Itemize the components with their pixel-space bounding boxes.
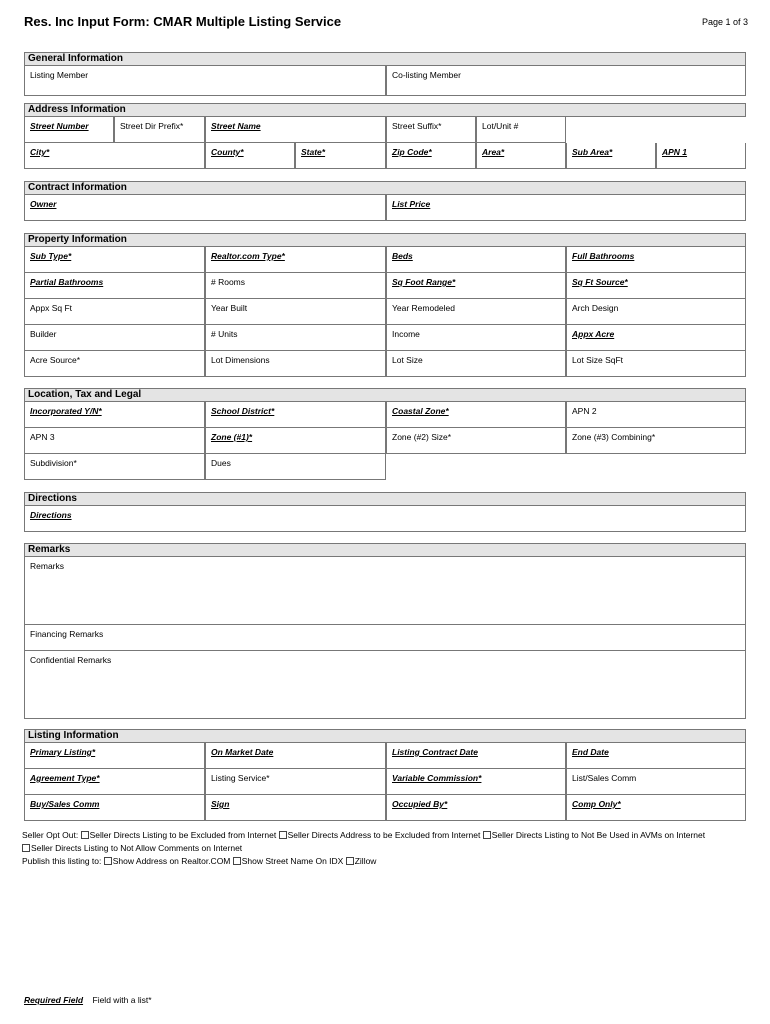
street-number-field[interactable]: Street Number [24,117,114,143]
coastal-zone-field[interactable]: Coastal Zone* [386,402,566,428]
publish-option-3: Zillow [354,856,377,866]
listing-member-field[interactable]: Listing Member [24,66,386,96]
owner-field[interactable]: Owner [24,195,386,221]
builder-field[interactable]: Builder [24,325,205,351]
lot-size-sqft-field[interactable]: Lot Size SqFt [566,351,746,377]
seller-opt-out-line-1 [22,830,705,840]
primary-listing-field[interactable]: Primary Listing* [24,743,205,769]
opt-out-option-1: Seller Directs Listing to be Excluded from Internet [89,830,277,840]
listing-information-section [24,729,746,821]
zip-code-field[interactable]: Zip Code* [386,143,476,169]
agreement-type-field[interactable]: Agreement Type* [24,769,205,795]
city-field[interactable]: City* [24,143,205,169]
street-suffix-field[interactable]: Street Suffix* [386,117,476,143]
form-title: Res. Inc Input Form: CMAR Multiple Listing Service [24,14,342,29]
income-field[interactable]: Income [386,325,566,351]
zone3-field[interactable]: Zone (#3) Combining* [566,428,746,454]
partial-bathrooms-field[interactable]: Partial Bathrooms [24,273,205,299]
end-date-field[interactable]: End Date [566,743,746,769]
seller-opt-out-label: Seller Opt Out: [22,830,79,840]
publish-label: Publish this listing to: [22,856,102,866]
state-field[interactable]: State* [295,143,386,169]
apn2-field[interactable]: APN 2 [566,402,746,428]
beds-field[interactable]: Beds [386,247,566,273]
full-bathrooms-field[interactable]: Full Bathrooms [566,247,746,273]
financing-remarks-field[interactable]: Financing Remarks [24,625,746,651]
lot-size-field[interactable]: Lot Size [386,351,566,377]
page-number: Page 1 of 3 [701,17,748,27]
acre-source-field[interactable]: Acre Source* [24,351,205,377]
comp-only-field[interactable]: Comp Only* [566,795,746,821]
occupied-by-field[interactable]: Occupied By* [386,795,566,821]
on-market-date-field[interactable]: On Market Date [205,743,386,769]
co-listing-member-field[interactable]: Co-listing Member [386,66,746,96]
lot-unit-field[interactable]: Lot/Unit # [476,117,566,143]
sub-type-field[interactable]: Sub Type* [24,247,205,273]
checkbox-icon[interactable] [22,844,30,852]
remarks-section [24,543,746,719]
contract-information-section [24,181,746,221]
subdivision-field[interactable]: Subdivision* [24,454,205,480]
directions-section [24,492,746,532]
zone1-field[interactable]: Zone (#1)* [205,428,386,454]
location-tax-legal-section [24,388,746,480]
checkbox-icon[interactable] [483,831,491,839]
legend [24,995,152,1005]
checkbox-icon[interactable] [233,857,241,865]
list-price-field[interactable]: List Price [386,195,746,221]
legend-list: Field with a list* [92,995,152,1005]
confidential-remarks-field[interactable]: Confidential Remarks [24,651,746,719]
publish-option-1: Show Address on Realtor.COM [112,856,231,866]
section-title: Remarks [24,543,746,557]
property-information-section [24,233,746,377]
opt-out-option-2: Seller Directs Address to be Excluded from Internet [287,830,481,840]
opt-out-option-4: Seller Directs Listing to Not Allow Comments on Internet [31,843,243,853]
realtor-type-field[interactable]: Realtor.com Type* [205,247,386,273]
publish-option-2: Show Street Name On IDX [241,856,344,866]
sub-area-field[interactable]: Sub Area* [566,143,656,169]
remarks-field[interactable]: Remarks [24,557,746,625]
appx-sq-ft-field[interactable]: Appx Sq Ft [24,299,205,325]
lot-dimensions-field[interactable]: Lot Dimensions [205,351,386,377]
checkbox-icon[interactable] [104,857,112,865]
section-title: Contract Information [24,181,746,195]
seller-opt-out-line-2 [22,843,242,853]
checkbox-icon[interactable] [346,857,354,865]
section-title: Property Information [24,233,746,247]
legend-required: Required Field [24,995,84,1005]
rooms-field[interactable]: # Rooms [205,273,386,299]
section-title: Listing Information [24,729,746,743]
arch-design-field[interactable]: Arch Design [566,299,746,325]
incorporated-field[interactable]: Incorporated Y/N* [24,402,205,428]
school-district-field[interactable]: School District* [205,402,386,428]
section-title: General Information [24,52,746,66]
apn3-field[interactable]: APN 3 [24,428,205,454]
opt-out-option-3: Seller Directs Listing to Not Be Used in AVMs on Internet [491,830,706,840]
sign-field[interactable]: Sign [205,795,386,821]
checkbox-icon[interactable] [81,831,89,839]
section-title: Location, Tax and Legal [24,388,746,402]
dues-field[interactable]: Dues [205,454,386,480]
appx-acre-field[interactable]: Appx Acre [566,325,746,351]
year-remodeled-field[interactable]: Year Remodeled [386,299,566,325]
listing-contract-date-field[interactable]: Listing Contract Date [386,743,566,769]
directions-field[interactable]: Directions [24,506,746,532]
section-title: Directions [24,492,746,506]
listing-service-field[interactable]: Listing Service* [205,769,386,795]
checkbox-icon[interactable] [279,831,287,839]
units-field[interactable]: # Units [205,325,386,351]
sq-ft-source-field[interactable]: Sq Ft Source* [566,273,746,299]
publish-line [22,856,376,866]
county-field[interactable]: County* [205,143,295,169]
street-dir-prefix-field[interactable]: Street Dir Prefix* [114,117,205,143]
general-information-section [24,52,746,96]
list-sales-comm-field[interactable]: List/Sales Comm [566,769,746,795]
apn1-field[interactable]: APN 1 [656,143,746,169]
area-field[interactable]: Area* [476,143,566,169]
sq-foot-range-field[interactable]: Sq Foot Range* [386,273,566,299]
address-information-section [24,103,746,169]
year-built-field[interactable]: Year Built [205,299,386,325]
zone2-field[interactable]: Zone (#2) Size* [386,428,566,454]
street-name-field[interactable]: Street Name [205,117,386,143]
variable-commission-field[interactable]: Variable Commission* [386,769,566,795]
buy-sales-comm-field[interactable]: Buy/Sales Comm [24,795,205,821]
section-title: Address Information [24,103,746,117]
